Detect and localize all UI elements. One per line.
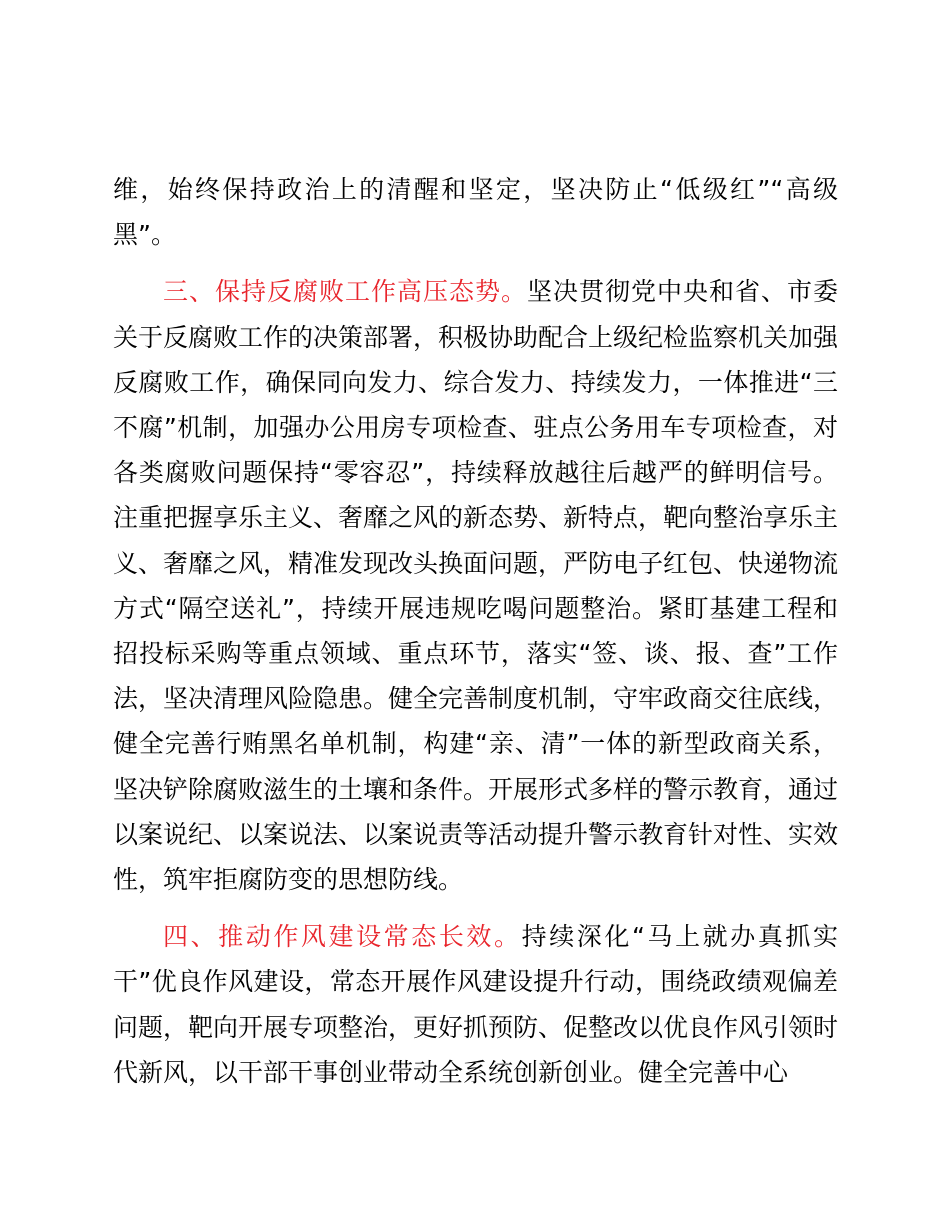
section-three-body: 坚决贯彻党中央和省、市委关于反腐败工作的决策部署，积极协助配合上级纪检监察机关加强反腐败工作，确保同向发力、综合发力、持续发力，一体推进“三不腐”机制，加强办公用房专项检查、驻点公务用车专项检查，对各类腐败问题保持“零容忍”，持续释放越往后越严的鲜明信号。注重把握享乐主义、奢靡之风的新态势、新特点，靶向整治享乐主义、奢靡之风，精准发现改头换面问题，严防电子红包、快递物流方式“隔空送礼”，持续开展违规吃喝问题整治。紧盯基建工程和招投标采购等重点领域、重点环节，落实“签、谈、报、查”工作法，坚决清理风险隐患。健全完善制度机制，守牢政商交往底线，健全完善行贿黑名单机制，构建“亲、清”一体的新型政商关系，坚决铲除腐败滋生的土壤和条件。开展形式多样的警示教育，通过以案说纪、以案说法、以案说责等活动提升警示教育针对性、实效性，筑牢拒腐防变的思想防线。 [113,277,839,895]
section-three-paragraph [113,269,838,902]
paragraph-continuation-text: 维，始终保持政治上的清醒和坚定，坚决防止“低级红”“高级黑”。 [113,175,838,250]
paragraph-continuation [113,167,838,257]
section-four-heading: 四、推动作风建设常态长效。 [163,922,522,952]
section-four-body: 持续深化“马上就办真抓实干”优良作风建设，常态开展作风建设提升行动，围绕政绩观偏差问题，靶向开展专项整治，更好抓预防、促整改以优良作风引领时代新风，以干部干事创业带动全系统创新创业。健全完善中心 [113,922,839,1087]
document-body [113,167,838,1095]
section-three-heading: 三、保持反腐败工作高压态势。 [163,277,527,307]
section-four-paragraph [113,914,838,1095]
